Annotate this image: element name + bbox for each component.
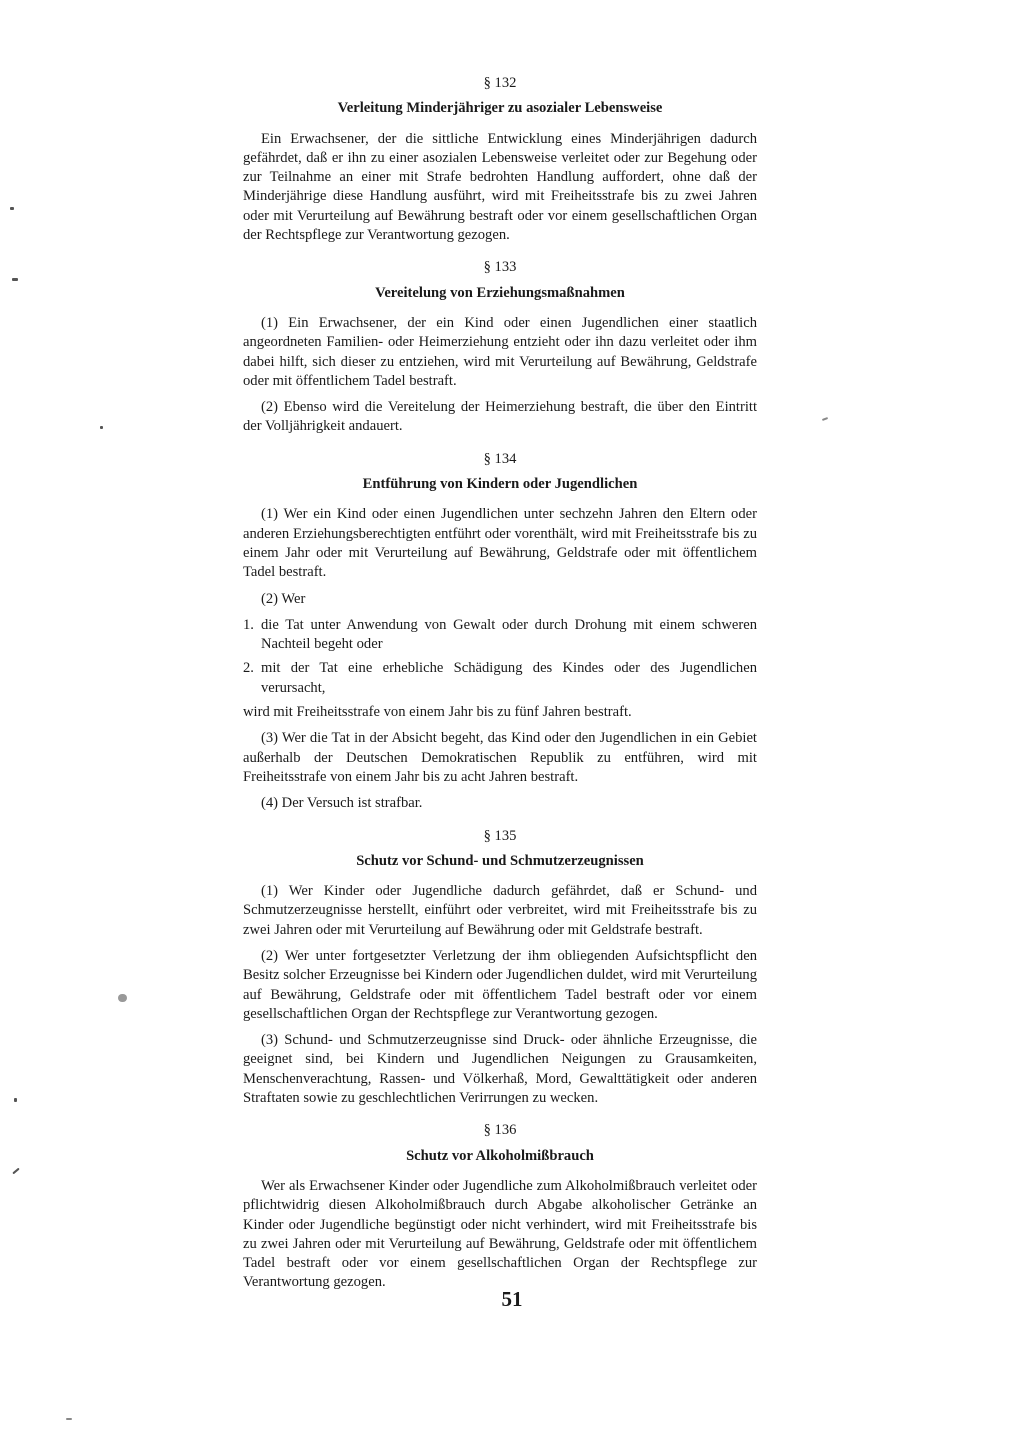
paragraph: (1) Ein Erwachsener, der ein Kind oder einen Jugendlichen einer staatlich angeordneten Familien- oder Heimerziehung entzieht oder ihn dazu verleitet oder ihm dabei hilft, sich dieser zu entziehen, wird mit Verurteilung auf Bewährung, Geldstrafe oder mit öffentlichem Tadel bestraft. [243, 314, 757, 389]
paragraph: wird mit Freiheitsstrafe von einem Jahr bis zu fünf Jahren bestraft. [243, 704, 632, 721]
list-number: 2. [243, 660, 254, 677]
list-text: mit der Tat eine erhebliche Schädigung des Kindes oder des Jugendlichen verursacht, [261, 660, 757, 696]
paragraph: (2) Wer unter fortgesetzter Verletzung der ihm obliegenden Aufsichtspflicht den Besitz solcher Erzeugnisse bei Kindern oder Jugendlichen duldet, wird mit Verurteilung auf Bewährung, Geldstrafe oder mit öffentlichem Tadel bestraft oder vor einem gesellschaftlichen Organ der Rechtspflege zur Verantwortung gezogen. [243, 947, 757, 1022]
paragraph: (3) Wer die Tat in der Absicht begeht, das Kind oder den Jugendlichen in ein Gebiet außerhalb der Deutschen Demokratischen Republik zu entführen, wird mit Freiheitsstrafe von einem Jahr bis zu acht Jahren bestraft. [243, 730, 757, 785]
section-number: § 133 [483, 259, 517, 276]
scan-mark [10, 207, 14, 210]
section-number: § 136 [483, 1122, 517, 1139]
paragraph: Ein Erwachsener, der die sittliche Entwicklung eines Minderjährigen dadurch gefährdet, daß er ihn zu einer asozialen Lebensweise verleitet oder zur Begehung oder zur Teilnahme an einer mit Strafe bedrohten Handlung auffordert, ohne daß der Minderjährige diese Handlung ausführt, wird mit Freiheitsstrafe bis zu zwei Jahren oder mit Verurteilung auf Bewährung bestraft oder vor einem gesellschaftlichen Organ der Rechtspflege zur Verantwortung gezogen. [243, 130, 757, 244]
section-number: § 132 [483, 75, 517, 91]
list-text: die Tat unter Anwendung von Gewalt oder durch Drohung mit einem schweren Nachteil begeht oder [261, 616, 757, 653]
paragraph: (3) Schund- und Schmutzerzeugnisse sind Druck- oder ähnliche Erzeugnisse, die geeignet sind, bei Kindern und Jugendlichen Neigungen zu Grausamkeiten, Menschenverachtung, Rassen- und Völkerhaß, Mord, Gewalttätigkeit oder anderen Straftaten sowie zu geschlechtlichen Verirrungen zu wecken. [243, 1032, 757, 1107]
section-title: Verleitung Minderjähriger zu asozialer Lebensweise [337, 100, 663, 117]
scan-mark [822, 417, 828, 421]
section-134 [243, 450, 757, 814]
list-item [243, 659, 757, 698]
section-number: § 135 [483, 827, 517, 844]
section-title: Schutz vor Schund- und Schmutzerzeugnissen [356, 852, 644, 869]
paragraph-intro: (2) Wer [261, 590, 306, 607]
section-title: Schutz vor Alkoholmißbrauch [406, 1147, 594, 1164]
section-title: Entführung von Kindern oder Jugendlichen [362, 476, 638, 493]
scan-mark [118, 994, 127, 1002]
list-number: 1. [243, 616, 254, 633]
section-135 [243, 827, 757, 1109]
section-133 [243, 258, 757, 436]
document-body [243, 74, 757, 1306]
section-132 [243, 74, 757, 245]
paragraph: (1) Wer ein Kind oder einen Jugendlichen unter sechzehn Jahren den Eltern oder anderen Erziehungsberechtigten entführt oder vorenthält, wird mit Freiheitsstrafe bis zu einem Jahr oder mit Verurteilung auf Bewährung, Geldstrafe oder mit öffentlichem Tadel bestraft. [243, 506, 757, 581]
scan-mark [14, 1098, 17, 1102]
section-number: § 134 [483, 450, 517, 467]
list-item [243, 616, 757, 655]
paragraph: (2) Ebenso wird die Vereitelung der Heimerziehung bestraft, die über den Eintritt der Volljährigkeit andauert. [243, 399, 757, 435]
scan-mark [12, 278, 18, 281]
scan-mark [66, 1418, 72, 1420]
paragraph: (4) Der Versuch ist strafbar. [261, 795, 423, 812]
page-number: 51 [501, 1287, 523, 1311]
paragraph: Wer als Erwachsener Kinder oder Jugendliche zum Alkoholmißbrauch verleitet oder pflichtwidrig diesen Alkoholmißbrauch durch Abgabe alkoholischer Getränke an Kinder oder Jugendliche begünstigt oder nicht verhindert, wird mit Freiheitsstrafe bis zu zwei Jahren oder mit Verurteilung auf Bewährung, Geldstrafe oder mit öffentlichem Tadel bestraft oder vor einem gesellschaftlichen Organ der Rechtspflege zur Verantwortung gezogen. [243, 1177, 757, 1291]
paragraph: (1) Wer Kinder oder Jugendliche dadurch gefährdet, daß er Schund- und Schmutzerzeugnisse herstellt, einführt oder verbreitet, wird mit Freiheitsstrafe bis zu zwei Jahren oder mit Verurteilung auf Bewährung oder mit Geldstrafe bestraft. [243, 883, 757, 938]
scan-mark [100, 426, 103, 429]
section-136 [243, 1121, 757, 1292]
scan-mark [12, 1168, 19, 1175]
section-title: Vereitelung von Erziehungsmaßnahmen [375, 284, 625, 301]
